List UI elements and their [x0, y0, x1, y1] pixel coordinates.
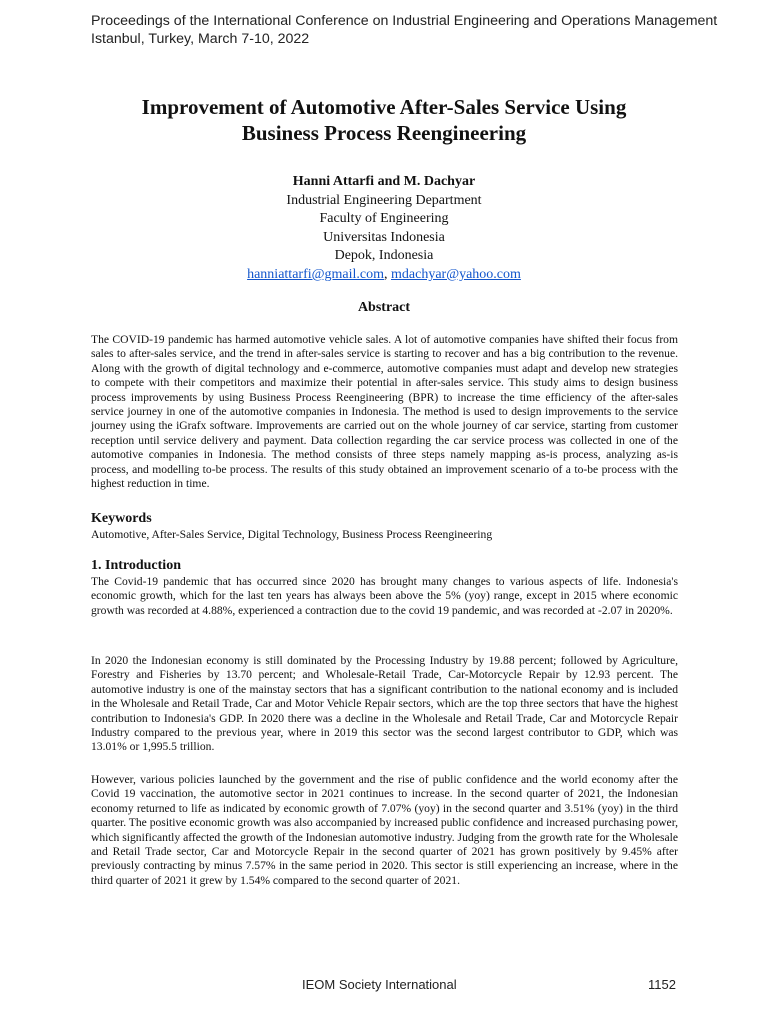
header-location-line: Istanbul, Turkey, March 7-10, 2022: [91, 31, 310, 47]
affiliation-university: Universitas Indonesia: [323, 229, 445, 245]
affiliation-city: Depok, Indonesia: [334, 248, 434, 264]
abstract-heading: Abstract: [357, 300, 411, 315]
introduction-heading: 1. Introduction: [91, 558, 181, 573]
email-link-attarfi[interactable]: hanniattarfi@gmail.com: [247, 266, 384, 282]
email-link-dachyar[interactable]: mdachyar@yahoo.com: [391, 266, 521, 282]
intro-paragraph-2: In 2020 the Indonesian economy is still dominated by the Processing Industry by 19.88 percent; followed by Agriculture, Forestry and Fisheries by 13.70 percent; and Wholesale-Retail Trade, Car-Motorcycle Repair by 12.93 percent. The automotive industry is one of the mainstay sectors that has a significant contribution to the national economy and is included in the Wholesale and Retail Trade, Car and Motor Vehicle Repair sectors, which are the top three sectors that have the highest contribution to Indonesia's GDP. In 2020 there was a decline in the Wholesale and Retail Trade, Car and Motorcycle Repair Industry compared to the previous year, where in 2019 this sector was the second largest contributor to GDP, which was 13.01% or 1,995.5 trillion.: [91, 654, 678, 754]
email-separator: ,: [384, 266, 391, 282]
keywords-heading: Keywords: [91, 511, 152, 526]
author-block: [100, 173, 668, 285]
intro-paragraph-3: However, various policies launched by the government and the rise of public confidence and the world economy after the Covid 19 vaccination, the automotive sector in 2021 continues to increase. In the second quarter of 2021, the Indonesian economy returned to life as indicated by economic growth of 7.07% (yoy) in the second quarter and 3.51% (yoy) in the third quarter. The positive economic growth was also accompanied by increased public confidence and increased purchasing power, which significantly affected the growth of the Indonesian automotive industry. Judging from the growth rate for the Wholesale and Retail Trade sector, Car and Motorcycle Repair in the second quarter of 2021 has grown positively by 9.45% after previously contracting by minus 7.57% in the same period in 2020. This sector is still experiencing an increase, where in the third quarter of 2021 it grew by 1.54% compared to the second quarter of 2021.: [91, 773, 678, 887]
paper-title-line2: Business Process Reengineering: [241, 121, 527, 145]
paper-title-line1: Improvement of Automotive After-Sales Service Using: [141, 95, 627, 119]
affiliation-department: Industrial Engineering Department: [286, 192, 482, 208]
abstract-text: The COVID-19 pandemic has harmed automotive vehicle sales. A lot of automotive companies have shifted their focus from sales to after-sales service, and the trend in after-sales service is starting to recover and has a big contribution to the revenue. Along with the growth of digital technology and e-commerce, automotive companies must adapt and develop new strategies to compete with their competitors and maximize their potential in after-sales service. This study aims to design business process improvements by using Business Process Reengineering (BPR) to increase the time efficiency of the after-sales service journey in one of the automotive companies in Indonesia. The method is used to design improvements to the service journey using the iGrafx software. Improvements are carried out on the whole journey of car service, starting from customer reception until service delivery and payment. Data collection regarding the car service process was collected in one of the automotive companies in Indonesia. The method consists of three steps namely mapping as-is process, analyzing as-is process, and modelling to-be process. The results of this study obtained an improvement scenario of a to-be process with the highest reduction in time.: [91, 333, 678, 491]
author-emails: [100, 266, 668, 285]
affiliation-faculty: Faculty of Engineering: [319, 211, 449, 227]
footer-society: IEOM Society International: [302, 977, 457, 992]
intro-paragraph-1: The Covid-19 pandemic that has occurred since 2020 has brought many changes to various aspects of life. Indonesia's economic growth, which for the last ten years has always been above the 5% (yoy) range, except in 2015 where economic growth was recorded at 4.88%, experienced a contraction due to the covid 19 pandemic, and was recorded at -2.07 in 2020%.: [91, 575, 678, 617]
header-conference-line: Proceedings of the International Conference on Industrial Engineering and Operations Management: [91, 13, 718, 29]
keywords-text: Automotive, After-Sales Service, Digital Technology, Business Process Reengineering: [91, 528, 493, 541]
author-names: Hanni Attarfi and M. Dachyar: [292, 174, 476, 189]
footer-page-number: 1152: [648, 977, 676, 992]
running-header: [91, 12, 731, 48]
paper-title: [60, 94, 708, 146]
